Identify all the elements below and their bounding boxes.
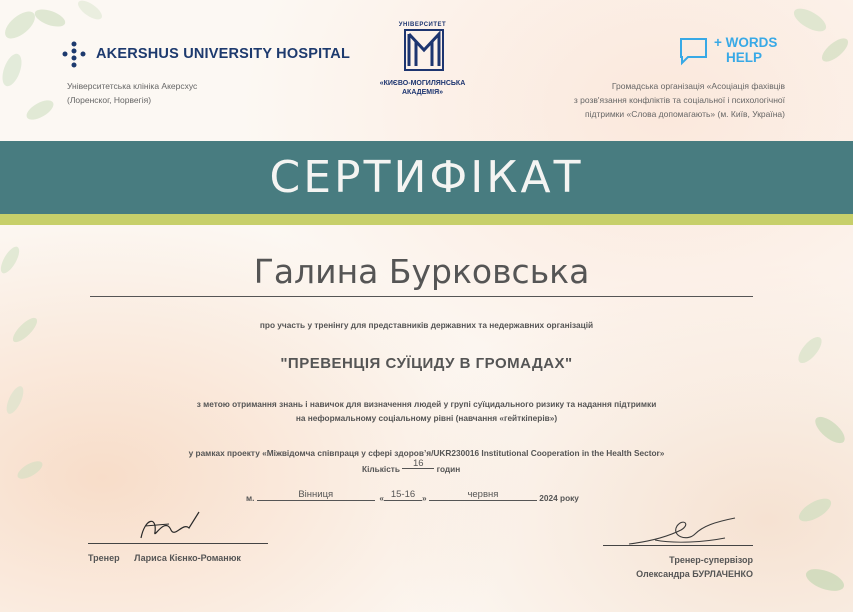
project-text: у рамках проекту «Міжвідомча співпраця у сфері здоров’я/UKR230016 Institutional Cooperation in the Health Sector» [188, 448, 665, 458]
program-title: "ПРЕВЕНЦІЯ СУЇЦИДУ В ГРОМАДАХ" [280, 355, 573, 372]
kma-name-line1: «КИЄВО-МОГИЛЯНСЬКА [379, 80, 466, 87]
supervisor-name: Олександра БУРЛАЧЕНКО [636, 569, 753, 579]
hours-value: 16 [402, 459, 434, 469]
akershus-subtitle [67, 79, 197, 107]
akershus-name: AKERSHUS UNIVERSITY HOSPITAL [96, 46, 351, 62]
certificate-title: СЕРТИФІКАТ [269, 152, 584, 203]
title-band-stripe [0, 214, 853, 225]
words-help-name-line1: + WORDS [714, 35, 778, 50]
recipient-underline [90, 296, 753, 297]
akershus-cross-icon [60, 40, 88, 68]
words-help-subtitle-line3: підтримки «Слова допомагають» (м. Київ, Україна) [585, 109, 785, 119]
trainer-name: Лариса Кієнко-Романюк [134, 553, 241, 563]
participation-text: про участь у тренінгу для представників державних та недержавних організацій [259, 320, 594, 330]
speech-bubble-icon [678, 35, 710, 67]
words-help-logo [678, 35, 777, 67]
trainer-signature-line [88, 543, 268, 544]
hours-unit: годин [436, 464, 461, 474]
akershus-subtitle-line1: Університетська клініка Акерсхус [67, 81, 198, 91]
leaves-top-left-decoration [0, 0, 120, 140]
kma-emblem-icon [393, 28, 453, 74]
words-help-subtitle-line2: з розв'язання конфліктів та соціальної і психологічної [573, 95, 785, 105]
month-value: червня [429, 490, 537, 501]
trainer-role: Тренер [88, 553, 120, 563]
trainer-caption [88, 553, 241, 563]
akershus-subtitle-line2: (Лоренског, Норвегія) [67, 95, 152, 105]
akershus-logo [60, 40, 350, 68]
words-help-subtitle [525, 79, 785, 121]
kma-name-line2: АКАДЕМІЯ» [402, 89, 443, 96]
hours-label: Кількість [362, 464, 400, 474]
leaves-left-decoration [0, 230, 60, 612]
days-value: 15-16 [384, 490, 422, 501]
hours-line [362, 458, 461, 475]
supervisor-caption [600, 553, 753, 581]
leaves-bottom-right-decoration [770, 300, 853, 612]
kma-logo [375, 22, 470, 97]
supervisor-signature [625, 512, 740, 552]
supervisor-role: Тренер-супервізор [669, 555, 753, 565]
words-help-name-line2: HELP [726, 50, 763, 65]
kma-top-text: УНІВЕРСИТЕТ [398, 22, 447, 28]
date-line: м. Вінниця « 15-16 » червня 2024 року [246, 489, 579, 503]
year-text: 2024 року [539, 493, 579, 503]
city-value: Вінниця [257, 490, 375, 501]
words-help-subtitle-line1: Громадська організація «Асоціація фахівців [611, 81, 785, 91]
supervisor-signature-line [603, 545, 753, 546]
purpose-line2: на неформальному соціальному рівні (навчання «гейткіперів») [295, 413, 558, 423]
trainer-signature [135, 508, 205, 544]
purpose-line1: з метою отримання знань і навичок для визначення людей у групі суїцидального ризику та надання підтримки [196, 399, 657, 409]
city-prefix: м. [246, 493, 255, 503]
recipient-name: Галина Бурковська [253, 252, 590, 291]
purpose-text [110, 397, 743, 425]
